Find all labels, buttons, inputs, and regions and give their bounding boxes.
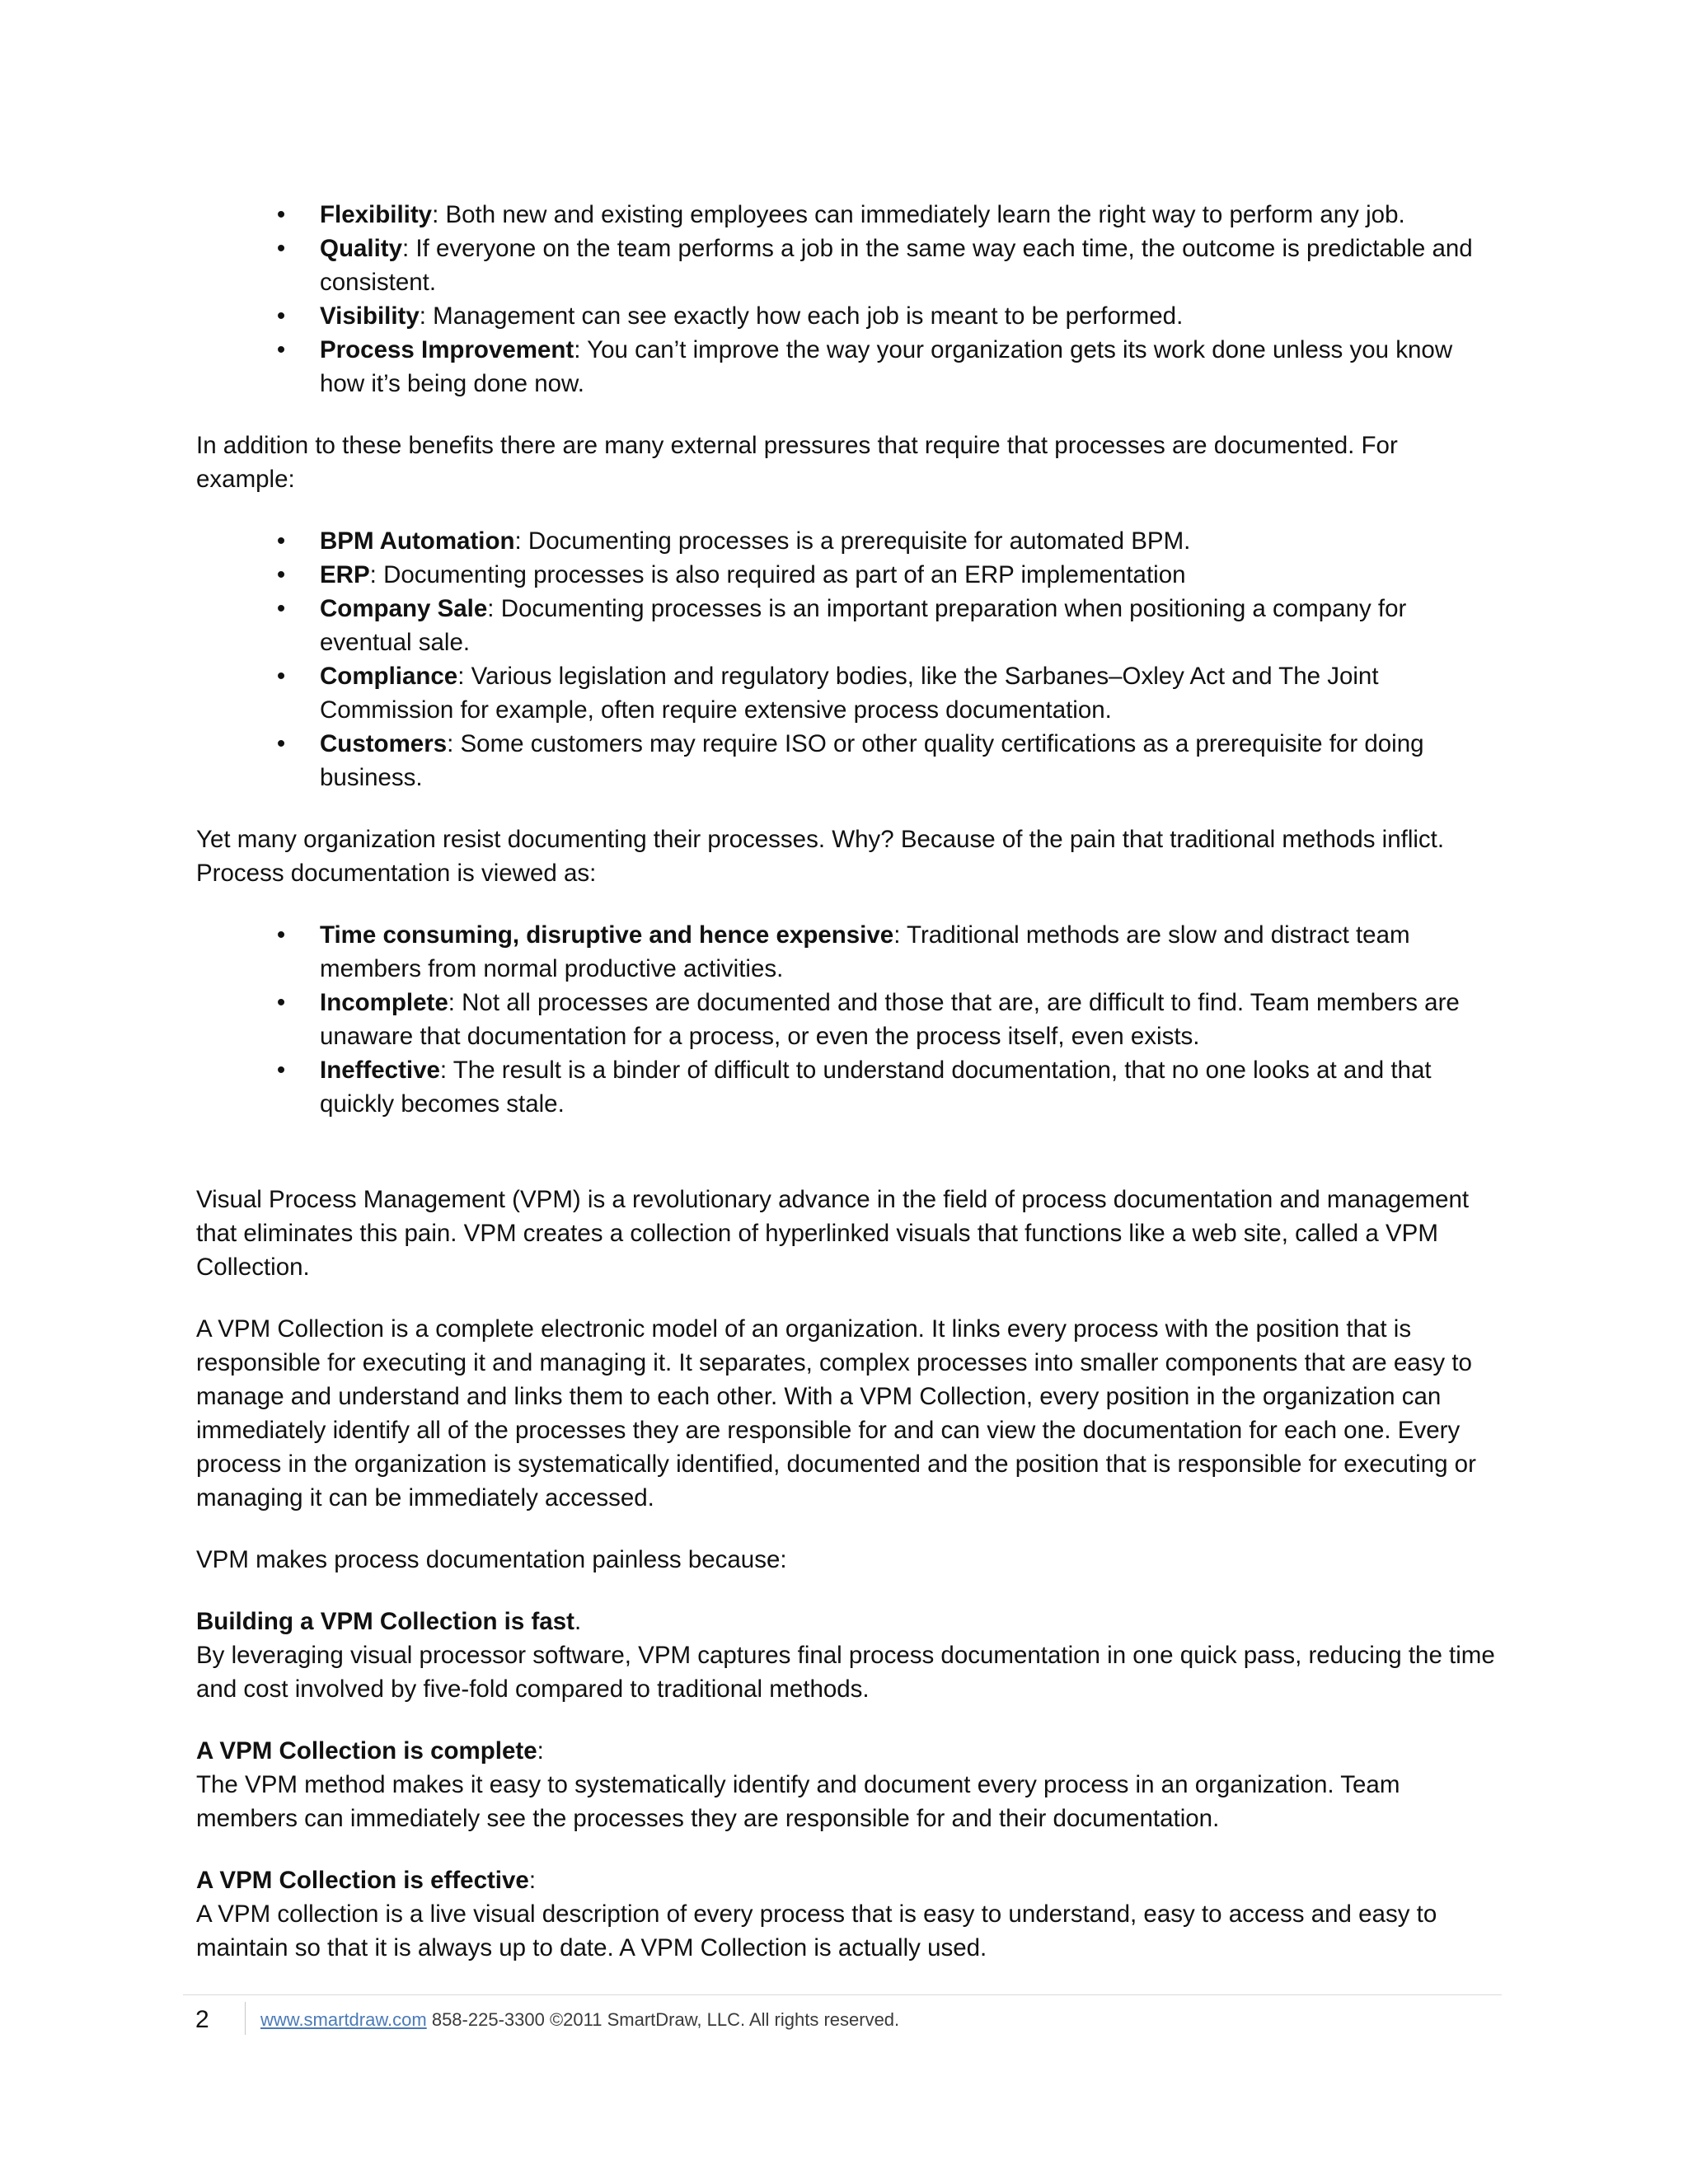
paragraph: Visual Process Management (VPM) is a revolutionary advance in the field of process documentation and management that eliminates this pain. VPM creates a collection of hyperlinked visuals that functions like a web site, called a VPM Collection.	[196, 1186, 1470, 1281]
list-item	[196, 558, 1498, 592]
list-item-text: : The result is a binder of difficult to understand documentation, that no one looks at and that quickly becomes stale.	[320, 1057, 1432, 1118]
list-item	[196, 659, 1498, 727]
bullet-icon: •	[276, 235, 286, 262]
bullet-icon: •	[276, 663, 286, 690]
list-item-term: Customers	[320, 730, 448, 757]
benefits-list	[196, 198, 1498, 401]
page-footer	[183, 1994, 1502, 2045]
list-item-text: : Documenting processes is an important preparation when positioning a company for eventual sale.	[320, 595, 1407, 656]
footer-contact: 858-225-3300 ©2011 SmartDraw, LLC. All rights reserved.	[426, 2009, 900, 2030]
section-body: By leveraging visual processor software, VPM captures final process documentation in one quick pass, reducing the time and cost involved by five-fold compared to traditional methods.	[196, 1642, 1495, 1703]
list-item-text: : If everyone on the team performs a job in the same way each time, the outcome is predictable and consistent.	[320, 235, 1473, 296]
section-heading: A VPM Collection is effective:	[196, 1867, 537, 1894]
list-item-term: Flexibility	[320, 201, 433, 228]
list-item	[196, 333, 1498, 401]
list-item	[196, 232, 1498, 299]
paragraph: VPM makes process documentation painless because:	[196, 1546, 787, 1573]
list-item-text: : Not all processes are documented and those that are, are difficult to find. Team members are unaware that documentation for a process, or even the process itself, even exists.	[320, 989, 1460, 1050]
paragraph: Yet many organization resist documenting their processes. Why? Because of the pain that traditional methods inflict. Process documentation is viewed as:	[196, 826, 1445, 887]
list-item	[196, 198, 1498, 232]
list-item	[196, 918, 1498, 986]
website-link[interactable]: www.smartdraw.com	[260, 2009, 427, 2030]
section-heading: Building a VPM Collection is fast.	[196, 1608, 582, 1635]
bullet-icon: •	[276, 527, 286, 555]
page-number: 2	[195, 2006, 209, 2033]
list-item-term: Ineffective	[320, 1057, 440, 1084]
footer-text	[260, 2008, 899, 2032]
section-complete	[196, 1734, 1498, 1835]
section-body: A VPM collection is a live visual description of every process that is easy to understand, easy to access and easy to maintain so that it is always up to date. A VPM Collection is actually used.	[196, 1900, 1437, 1961]
bullet-icon: •	[276, 336, 286, 363]
list-item-term: Incomplete	[320, 989, 448, 1016]
section-effective	[196, 1863, 1498, 1965]
list-item-term: BPM Automation	[320, 527, 515, 555]
section-heading: A VPM Collection is complete:	[196, 1737, 544, 1765]
pain-points-list	[196, 918, 1498, 1121]
bullet-icon: •	[276, 302, 286, 330]
bullet-icon: •	[276, 1057, 286, 1084]
document-body	[196, 198, 1498, 1993]
bullet-icon: •	[276, 595, 286, 622]
footer-divider	[245, 2002, 246, 2035]
external-pressures-list	[196, 524, 1498, 794]
paragraph: In addition to these benefits there are many external pressures that require that processes are documented. For example:	[196, 432, 1398, 493]
bullet-icon: •	[276, 921, 286, 949]
list-item-text: : You can’t improve the way your organization gets its work done unless you know how it’s being done now.	[320, 336, 1453, 397]
bullet-icon: •	[276, 561, 286, 588]
blank-line	[196, 1149, 1498, 1183]
section-body: The VPM method makes it easy to systematically identify and document every process in an organization. Team members can immediately see the processes they are responsible for and their documentation.	[196, 1771, 1400, 1832]
list-item-text: : Documenting processes is also required as part of an ERP implementation	[369, 561, 1186, 588]
list-item	[196, 592, 1498, 659]
bullet-icon: •	[276, 989, 286, 1016]
list-item	[196, 524, 1498, 558]
list-item	[196, 299, 1498, 333]
list-item-text: : Traditional methods are slow and distract team members from normal productive activities.	[320, 921, 1410, 982]
list-item	[196, 986, 1498, 1053]
list-item-text: : Documenting processes is a prerequisite for automated BPM.	[514, 527, 1191, 555]
bullet-icon: •	[276, 201, 286, 228]
list-item-term: Company Sale	[320, 595, 488, 622]
list-item-text: : Various legislation and regulatory bodies, like the Sarbanes–Oxley Act and The Joint Commission for example, often require extensive process documentation.	[320, 663, 1379, 724]
list-item-term: Compliance	[320, 663, 458, 690]
list-item-term: Process Improvement	[320, 336, 574, 363]
paragraph: A VPM Collection is a complete electronic model of an organization. It links every process with the position that is responsible for executing it and managing it. It separates, complex processes into smaller components that are easy to manage and understand and links them to each other. With a VPM Collection, every position in the organization can immediately identify all of the processes they are responsible for and can view the documentation for each one. Every process in the organization is systematically identified, documented and the position that is responsible for executing or managing it can be immediately accessed.	[196, 1315, 1476, 1511]
section-fast	[196, 1605, 1498, 1706]
list-item-term: ERP	[320, 561, 370, 588]
bullet-icon: •	[276, 730, 286, 757]
list-item	[196, 727, 1498, 794]
list-item-text: : Some customers may require ISO or other quality certifications as a prerequisite for doing business.	[320, 730, 1424, 791]
list-item-text: : Both new and existing employees can immediately learn the right way to perform any job.	[432, 201, 1405, 228]
list-item-term: Visibility	[320, 302, 420, 330]
list-item	[196, 1053, 1498, 1121]
list-item-term: Quality	[320, 235, 402, 262]
list-item-term: Time consuming, disruptive and hence expensive	[320, 921, 894, 949]
list-item-text: : Management can see exactly how each job is meant to be performed.	[419, 302, 1184, 330]
